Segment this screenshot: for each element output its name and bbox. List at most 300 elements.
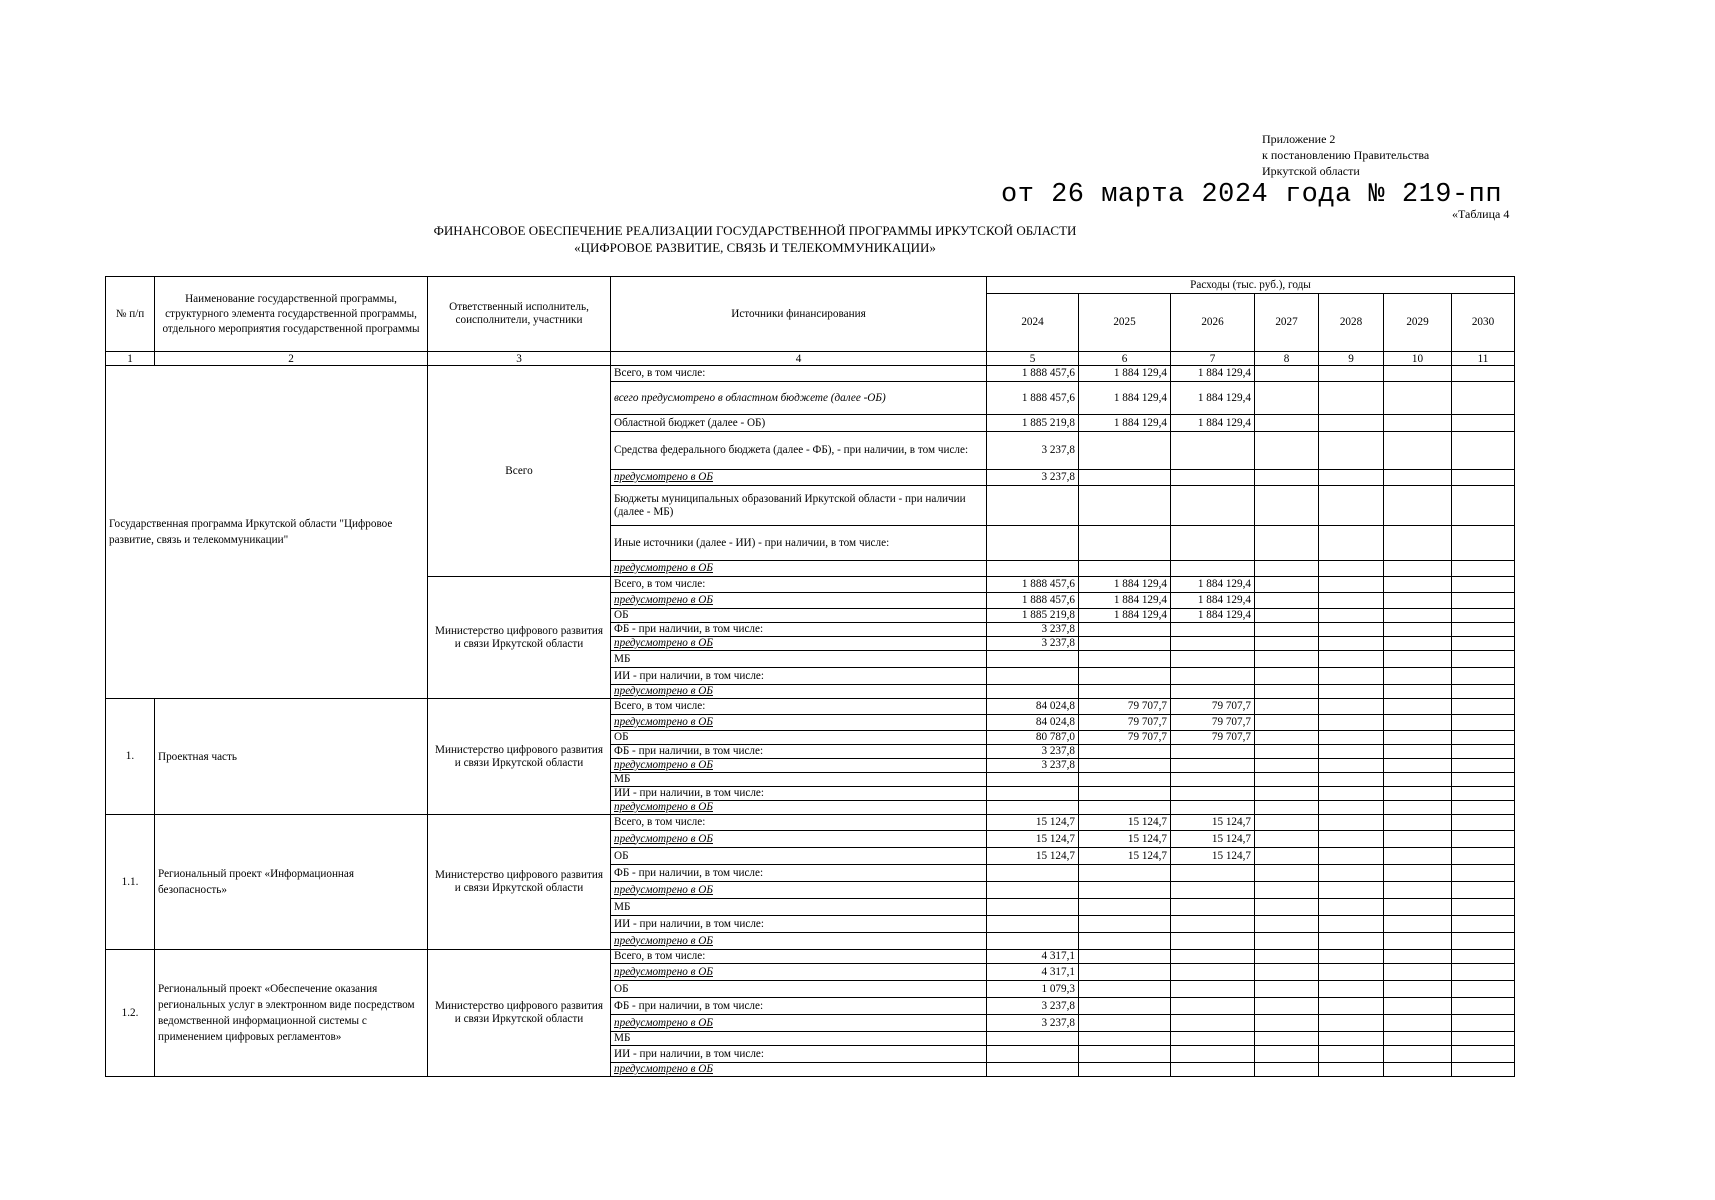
empty-value-cell bbox=[1319, 950, 1384, 964]
value-cell: 1 079,3 bbox=[987, 981, 1079, 998]
empty-value-cell bbox=[1319, 1015, 1384, 1032]
source-cell: ФБ - при наличии, в том числе: bbox=[611, 623, 987, 637]
empty-value-cell bbox=[1452, 865, 1515, 882]
value-cell: 1 885 219,8 bbox=[987, 415, 1079, 432]
value-cell bbox=[1171, 651, 1255, 668]
empty-value-cell bbox=[1255, 577, 1319, 593]
empty-value-cell bbox=[1255, 1015, 1319, 1032]
value-cell bbox=[1171, 950, 1255, 964]
table-row bbox=[106, 950, 1515, 964]
empty-value-cell bbox=[1319, 593, 1384, 609]
source-cell: всего предусмотрено в областном бюджете (далее -ОБ) bbox=[611, 382, 987, 415]
empty-value-cell bbox=[1384, 731, 1452, 745]
value-cell bbox=[1079, 1032, 1171, 1046]
column-number: 4 bbox=[611, 352, 987, 366]
column-number: 11 bbox=[1452, 352, 1515, 366]
empty-value-cell bbox=[1255, 486, 1319, 526]
empty-value-cell bbox=[1319, 745, 1384, 759]
empty-value-cell bbox=[1384, 848, 1452, 865]
value-cell bbox=[1079, 933, 1171, 950]
empty-value-cell bbox=[1255, 668, 1319, 685]
empty-value-cell bbox=[1384, 526, 1452, 561]
empty-value-cell bbox=[1319, 759, 1384, 773]
value-cell bbox=[1171, 865, 1255, 882]
value-cell: 4 317,1 bbox=[987, 964, 1079, 981]
value-cell: 3 237,8 bbox=[987, 623, 1079, 637]
value-cell bbox=[1079, 1063, 1171, 1077]
empty-value-cell bbox=[1255, 950, 1319, 964]
source-cell: предусмотрено в ОБ bbox=[611, 685, 987, 699]
empty-value-cell bbox=[1319, 916, 1384, 933]
empty-value-cell bbox=[1319, 415, 1384, 432]
source-cell: ФБ - при наличии, в том числе: bbox=[611, 865, 987, 882]
empty-value-cell bbox=[1319, 561, 1384, 577]
section-number: 1. bbox=[106, 699, 155, 815]
source-cell: предусмотрено в ОБ bbox=[611, 759, 987, 773]
section-number: 1.2. bbox=[106, 950, 155, 1077]
empty-value-cell bbox=[1255, 831, 1319, 848]
empty-value-cell bbox=[1319, 981, 1384, 998]
empty-value-cell bbox=[1384, 773, 1452, 787]
empty-value-cell bbox=[1319, 801, 1384, 815]
empty-value-cell bbox=[1319, 831, 1384, 848]
empty-value-cell bbox=[1452, 933, 1515, 950]
empty-value-cell bbox=[1384, 699, 1452, 715]
value-cell: 79 707,7 bbox=[1079, 699, 1171, 715]
value-cell bbox=[1171, 1046, 1255, 1063]
value-cell bbox=[1079, 773, 1171, 787]
source-cell: предусмотрено в ОБ bbox=[611, 1063, 987, 1077]
value-cell: 15 124,7 bbox=[987, 848, 1079, 865]
source-cell: ИИ - при наличии, в том числе: bbox=[611, 787, 987, 801]
value-cell bbox=[1079, 668, 1171, 685]
empty-value-cell bbox=[1319, 933, 1384, 950]
column-number: 9 bbox=[1319, 352, 1384, 366]
empty-value-cell bbox=[1384, 916, 1452, 933]
appendix-line: Иркутской области bbox=[1262, 164, 1360, 178]
empty-value-cell bbox=[1319, 715, 1384, 731]
empty-value-cell bbox=[1319, 1063, 1384, 1077]
empty-value-cell bbox=[1255, 865, 1319, 882]
value-cell: 1 884 129,4 bbox=[1171, 577, 1255, 593]
value-cell bbox=[1079, 787, 1171, 801]
empty-value-cell bbox=[1384, 998, 1452, 1015]
header-name: Наименование государственной программы, структурного элемента государственной программы, отдельного мероприятия государственной программы bbox=[155, 277, 428, 352]
value-cell bbox=[987, 787, 1079, 801]
value-cell: 3 237,8 bbox=[987, 998, 1079, 1015]
value-cell bbox=[1079, 981, 1171, 998]
empty-value-cell bbox=[1319, 685, 1384, 699]
empty-value-cell bbox=[1452, 801, 1515, 815]
empty-value-cell bbox=[1452, 366, 1515, 382]
value-cell: 80 787,0 bbox=[987, 731, 1079, 745]
empty-value-cell bbox=[1452, 950, 1515, 964]
empty-value-cell bbox=[1319, 699, 1384, 715]
value-cell: 15 124,7 bbox=[987, 831, 1079, 848]
empty-value-cell bbox=[1255, 685, 1319, 699]
empty-value-cell bbox=[1319, 865, 1384, 882]
value-cell bbox=[1079, 950, 1171, 964]
empty-value-cell bbox=[1452, 1032, 1515, 1046]
source-cell: Всего, в том числе: bbox=[611, 699, 987, 715]
empty-value-cell bbox=[1319, 470, 1384, 486]
value-cell: 15 124,7 bbox=[1079, 815, 1171, 831]
value-cell: 1 884 129,4 bbox=[1079, 382, 1171, 415]
empty-value-cell bbox=[1384, 685, 1452, 699]
decree-stamp: от 26 марта 2024 года № 219-пп bbox=[1001, 180, 1503, 210]
value-cell: 3 237,8 bbox=[987, 637, 1079, 651]
value-cell: 15 124,7 bbox=[1171, 848, 1255, 865]
source-cell: ФБ - при наличии, в том числе: bbox=[611, 998, 987, 1015]
value-cell bbox=[1079, 486, 1171, 526]
empty-value-cell bbox=[1255, 916, 1319, 933]
value-cell: 1 884 129,4 bbox=[1079, 593, 1171, 609]
value-cell bbox=[987, 668, 1079, 685]
empty-value-cell bbox=[1384, 1032, 1452, 1046]
empty-value-cell bbox=[1452, 685, 1515, 699]
source-cell: ОБ bbox=[611, 609, 987, 623]
table-row bbox=[106, 366, 1515, 382]
value-cell: 1 884 129,4 bbox=[1171, 382, 1255, 415]
empty-value-cell bbox=[1255, 882, 1319, 899]
column-number: 10 bbox=[1384, 352, 1452, 366]
section-name: Региональный проект «Обеспечение оказания региональных услуг в электронном виде посредством ведомственной информационной системы с применением цифровых регламентов» bbox=[155, 950, 428, 1077]
empty-value-cell bbox=[1384, 815, 1452, 831]
empty-value-cell bbox=[1452, 561, 1515, 577]
empty-value-cell bbox=[1452, 593, 1515, 609]
value-cell bbox=[1171, 623, 1255, 637]
source-cell: Всего, в том числе: bbox=[611, 577, 987, 593]
value-cell bbox=[1079, 685, 1171, 699]
empty-value-cell bbox=[1255, 526, 1319, 561]
value-cell bbox=[987, 1032, 1079, 1046]
empty-value-cell bbox=[1255, 998, 1319, 1015]
empty-value-cell bbox=[1452, 998, 1515, 1015]
empty-value-cell bbox=[1384, 801, 1452, 815]
appendix-line: Приложение 2 bbox=[1262, 132, 1336, 146]
empty-value-cell bbox=[1452, 577, 1515, 593]
source-cell: ИИ - при наличии, в том числе: bbox=[611, 1046, 987, 1063]
value-cell bbox=[1171, 1015, 1255, 1032]
empty-value-cell bbox=[1452, 745, 1515, 759]
empty-value-cell bbox=[1255, 637, 1319, 651]
value-cell bbox=[1171, 561, 1255, 577]
value-cell bbox=[1079, 916, 1171, 933]
header-expenses: Расходы (тыс. руб.), годы bbox=[987, 277, 1515, 294]
value-cell bbox=[1171, 787, 1255, 801]
value-cell: 1 888 457,6 bbox=[987, 366, 1079, 382]
value-cell: 1 884 129,4 bbox=[1079, 366, 1171, 382]
value-cell: 1 888 457,6 bbox=[987, 577, 1079, 593]
empty-value-cell bbox=[1384, 950, 1452, 964]
source-cell: Средства федерального бюджета (далее - ФБ), - при наличии, в том числе: bbox=[611, 432, 987, 470]
source-cell: МБ bbox=[611, 899, 987, 916]
value-cell bbox=[987, 882, 1079, 899]
value-cell: 3 237,8 bbox=[987, 745, 1079, 759]
empty-value-cell bbox=[1319, 998, 1384, 1015]
source-cell: предусмотрено в ОБ bbox=[611, 964, 987, 981]
value-cell bbox=[1171, 432, 1255, 470]
empty-value-cell bbox=[1452, 964, 1515, 981]
source-cell: ОБ bbox=[611, 848, 987, 865]
value-cell bbox=[1171, 899, 1255, 916]
empty-value-cell bbox=[1384, 831, 1452, 848]
empty-value-cell bbox=[1255, 787, 1319, 801]
source-cell: предусмотрено в ОБ bbox=[611, 933, 987, 950]
value-cell bbox=[1079, 470, 1171, 486]
value-cell bbox=[987, 526, 1079, 561]
empty-value-cell bbox=[1255, 981, 1319, 998]
value-cell bbox=[1079, 561, 1171, 577]
value-cell: 3 237,8 bbox=[987, 470, 1079, 486]
header-no: № п/п bbox=[106, 277, 155, 352]
empty-value-cell bbox=[1384, 637, 1452, 651]
empty-value-cell bbox=[1384, 382, 1452, 415]
executor-ministry: Министерство цифрового развития и связи Иркутской области bbox=[428, 950, 611, 1077]
empty-value-cell bbox=[1255, 933, 1319, 950]
source-cell: Всего, в том числе: bbox=[611, 366, 987, 382]
empty-value-cell bbox=[1319, 651, 1384, 668]
empty-value-cell bbox=[1452, 848, 1515, 865]
value-cell: 1 888 457,6 bbox=[987, 593, 1079, 609]
value-cell bbox=[1171, 801, 1255, 815]
source-cell: ИИ - при наличии, в том числе: bbox=[611, 916, 987, 933]
appendix-line: к постановлению Правительства bbox=[1262, 148, 1430, 162]
empty-value-cell bbox=[1384, 1015, 1452, 1032]
empty-value-cell bbox=[1384, 470, 1452, 486]
value-cell: 1 884 129,4 bbox=[1171, 415, 1255, 432]
empty-value-cell bbox=[1319, 1046, 1384, 1063]
empty-value-cell bbox=[1319, 899, 1384, 916]
source-cell: Всего, в том числе: bbox=[611, 815, 987, 831]
value-cell bbox=[987, 561, 1079, 577]
source-cell: ИИ - при наличии, в том числе: bbox=[611, 668, 987, 685]
source-cell: предусмотрено в ОБ bbox=[611, 637, 987, 651]
header-year: 2024 bbox=[987, 294, 1079, 352]
column-number: 8 bbox=[1255, 352, 1319, 366]
source-cell: предусмотрено в ОБ bbox=[611, 831, 987, 848]
empty-value-cell bbox=[1319, 637, 1384, 651]
source-cell: ОБ bbox=[611, 981, 987, 998]
value-cell bbox=[1079, 801, 1171, 815]
value-cell: 3 237,8 bbox=[987, 432, 1079, 470]
section-name: Проектная часть bbox=[155, 699, 428, 815]
header-source: Источники финансирования bbox=[611, 277, 987, 352]
empty-value-cell bbox=[1384, 899, 1452, 916]
empty-value-cell bbox=[1452, 899, 1515, 916]
value-cell: 1 884 129,4 bbox=[1079, 609, 1171, 623]
value-cell bbox=[1171, 759, 1255, 773]
finance-table-wrapper bbox=[105, 276, 1515, 1077]
value-cell bbox=[1079, 759, 1171, 773]
empty-value-cell bbox=[1452, 831, 1515, 848]
value-cell bbox=[987, 486, 1079, 526]
empty-value-cell bbox=[1384, 366, 1452, 382]
empty-value-cell bbox=[1255, 623, 1319, 637]
empty-value-cell bbox=[1319, 773, 1384, 787]
finance-table bbox=[105, 276, 1515, 1077]
empty-value-cell bbox=[1384, 651, 1452, 668]
value-cell bbox=[1079, 882, 1171, 899]
empty-value-cell bbox=[1452, 1063, 1515, 1077]
empty-value-cell bbox=[1384, 668, 1452, 685]
empty-value-cell bbox=[1319, 432, 1384, 470]
value-cell bbox=[1079, 1046, 1171, 1063]
empty-value-cell bbox=[1255, 773, 1319, 787]
empty-value-cell bbox=[1384, 759, 1452, 773]
empty-value-cell bbox=[1384, 415, 1452, 432]
empty-value-cell bbox=[1319, 623, 1384, 637]
value-cell: 1 884 129,4 bbox=[1171, 366, 1255, 382]
value-cell: 15 124,7 bbox=[1171, 815, 1255, 831]
empty-value-cell bbox=[1255, 382, 1319, 415]
value-cell: 1 885 219,8 bbox=[987, 609, 1079, 623]
source-cell: предусмотрено в ОБ bbox=[611, 470, 987, 486]
empty-value-cell bbox=[1384, 882, 1452, 899]
header-year: 2030 bbox=[1452, 294, 1515, 352]
value-cell bbox=[987, 899, 1079, 916]
value-cell bbox=[987, 651, 1079, 668]
empty-value-cell bbox=[1255, 561, 1319, 577]
header-year: 2028 bbox=[1319, 294, 1384, 352]
source-cell: Бюджеты муниципальных образований Иркутской области - при наличии (далее - МБ) bbox=[611, 486, 987, 526]
empty-value-cell bbox=[1452, 1046, 1515, 1063]
value-cell bbox=[1079, 651, 1171, 668]
empty-value-cell bbox=[1384, 981, 1452, 998]
empty-value-cell bbox=[1319, 882, 1384, 899]
value-cell bbox=[1171, 933, 1255, 950]
empty-value-cell bbox=[1452, 526, 1515, 561]
column-number: 5 bbox=[987, 352, 1079, 366]
value-cell: 1 884 129,4 bbox=[1079, 577, 1171, 593]
empty-value-cell bbox=[1452, 882, 1515, 899]
empty-value-cell bbox=[1452, 815, 1515, 831]
column-number: 7 bbox=[1171, 352, 1255, 366]
value-cell: 15 124,7 bbox=[1079, 831, 1171, 848]
empty-value-cell bbox=[1452, 415, 1515, 432]
empty-value-cell bbox=[1452, 382, 1515, 415]
value-cell bbox=[987, 685, 1079, 699]
value-cell: 79 707,7 bbox=[1171, 715, 1255, 731]
empty-value-cell bbox=[1384, 432, 1452, 470]
empty-value-cell bbox=[1452, 637, 1515, 651]
empty-value-cell bbox=[1255, 815, 1319, 831]
value-cell bbox=[1079, 1015, 1171, 1032]
value-cell bbox=[987, 916, 1079, 933]
value-cell bbox=[1079, 745, 1171, 759]
empty-value-cell bbox=[1319, 366, 1384, 382]
empty-value-cell bbox=[1384, 609, 1452, 623]
empty-value-cell bbox=[1384, 561, 1452, 577]
value-cell bbox=[1171, 685, 1255, 699]
source-cell: МБ bbox=[611, 651, 987, 668]
title-line-1: ФИНАНСОВОЕ ОБЕСПЕЧЕНИЕ РЕАЛИЗАЦИИ ГОСУДАРСТВЕННОЙ ПРОГРАММЫ ИРКУТСКОЙ ОБЛАСТИ bbox=[433, 223, 1077, 238]
empty-value-cell bbox=[1452, 787, 1515, 801]
source-cell: ОБ bbox=[611, 731, 987, 745]
value-cell: 1 884 129,4 bbox=[1171, 609, 1255, 623]
source-cell: предусмотрено в ОБ bbox=[611, 882, 987, 899]
value-cell bbox=[987, 865, 1079, 882]
value-cell bbox=[1171, 668, 1255, 685]
empty-value-cell bbox=[1452, 668, 1515, 685]
empty-value-cell bbox=[1452, 609, 1515, 623]
empty-value-cell bbox=[1255, 848, 1319, 865]
value-cell: 79 707,7 bbox=[1171, 699, 1255, 715]
value-cell: 79 707,7 bbox=[1079, 715, 1171, 731]
table-row bbox=[106, 699, 1515, 715]
table-row bbox=[106, 815, 1515, 831]
source-cell: ФБ - при наличии, в том числе: bbox=[611, 745, 987, 759]
value-cell bbox=[987, 801, 1079, 815]
executor-total: Всего bbox=[428, 366, 611, 577]
empty-value-cell bbox=[1255, 366, 1319, 382]
empty-value-cell bbox=[1319, 848, 1384, 865]
column-number: 6 bbox=[1079, 352, 1171, 366]
title-line-2: «ЦИФРОВОЕ РАЗВИТИЕ, СВЯЗЬ И ТЕЛЕКОММУНИКАЦИИ» bbox=[574, 240, 936, 255]
header-year: 2026 bbox=[1171, 294, 1255, 352]
source-cell: Иные источники (далее - ИИ) - при наличии, в том числе: bbox=[611, 526, 987, 561]
empty-value-cell bbox=[1452, 916, 1515, 933]
empty-value-cell bbox=[1255, 609, 1319, 623]
empty-value-cell bbox=[1452, 731, 1515, 745]
value-cell bbox=[1079, 623, 1171, 637]
value-cell bbox=[1079, 865, 1171, 882]
value-cell bbox=[1171, 998, 1255, 1015]
empty-value-cell bbox=[1255, 699, 1319, 715]
empty-value-cell bbox=[1384, 1063, 1452, 1077]
value-cell bbox=[1079, 899, 1171, 916]
empty-value-cell bbox=[1255, 745, 1319, 759]
value-cell: 84 024,8 bbox=[987, 699, 1079, 715]
column-number: 2 bbox=[155, 352, 428, 366]
value-cell bbox=[987, 773, 1079, 787]
empty-value-cell bbox=[1255, 964, 1319, 981]
empty-value-cell bbox=[1452, 432, 1515, 470]
empty-value-cell bbox=[1255, 1032, 1319, 1046]
value-cell: 79 707,7 bbox=[1079, 731, 1171, 745]
empty-value-cell bbox=[1452, 699, 1515, 715]
empty-value-cell bbox=[1452, 773, 1515, 787]
table-label: «Таблица 4 bbox=[1452, 207, 1510, 221]
value-cell: 1 884 129,4 bbox=[1079, 415, 1171, 432]
executor-ministry: Министерство цифрового развития и связи Иркутской области bbox=[428, 699, 611, 815]
empty-value-cell bbox=[1384, 577, 1452, 593]
empty-value-cell bbox=[1319, 577, 1384, 593]
empty-value-cell bbox=[1452, 759, 1515, 773]
empty-value-cell bbox=[1255, 1046, 1319, 1063]
source-cell: МБ bbox=[611, 773, 987, 787]
empty-value-cell bbox=[1255, 759, 1319, 773]
section-number: 1.1. bbox=[106, 815, 155, 950]
empty-value-cell bbox=[1319, 787, 1384, 801]
empty-value-cell bbox=[1255, 1063, 1319, 1077]
empty-value-cell bbox=[1255, 593, 1319, 609]
value-cell: 15 124,7 bbox=[987, 815, 1079, 831]
empty-value-cell bbox=[1384, 964, 1452, 981]
empty-value-cell bbox=[1452, 715, 1515, 731]
empty-value-cell bbox=[1384, 715, 1452, 731]
value-cell: 1 888 457,6 bbox=[987, 382, 1079, 415]
empty-value-cell bbox=[1319, 964, 1384, 981]
empty-value-cell bbox=[1452, 1015, 1515, 1032]
empty-value-cell bbox=[1384, 486, 1452, 526]
value-cell: 84 024,8 bbox=[987, 715, 1079, 731]
header-year: 2025 bbox=[1079, 294, 1171, 352]
value-cell bbox=[1171, 964, 1255, 981]
value-cell bbox=[1171, 882, 1255, 899]
empty-value-cell bbox=[1319, 668, 1384, 685]
source-cell: Всего, в том числе: bbox=[611, 950, 987, 964]
